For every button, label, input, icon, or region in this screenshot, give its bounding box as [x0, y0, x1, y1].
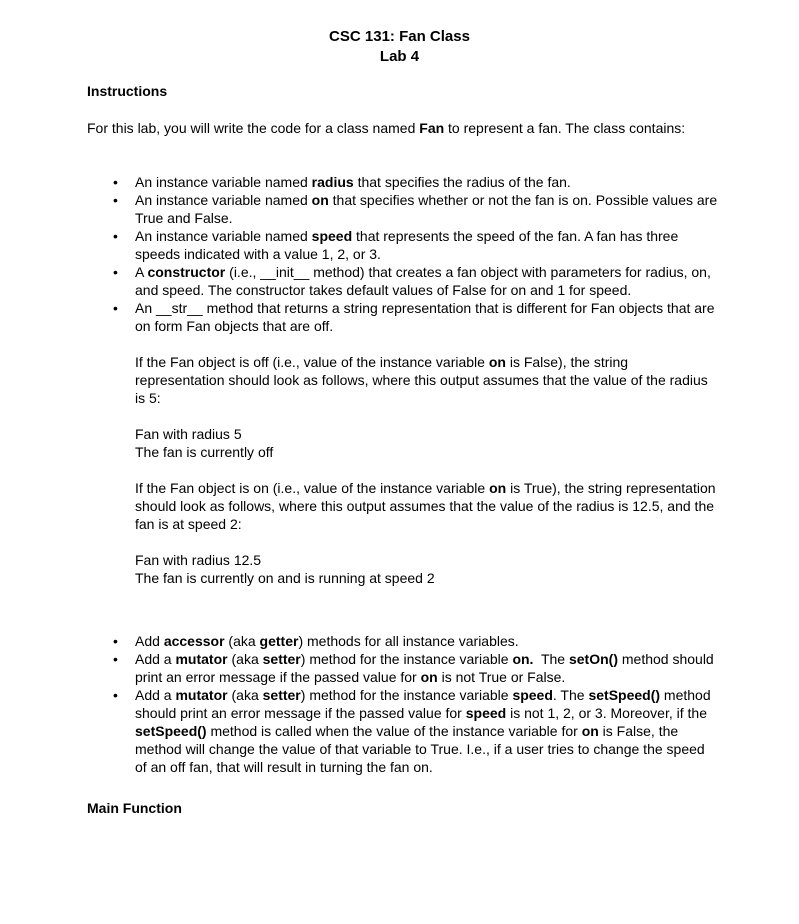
- bullet-icon: •: [113, 174, 118, 190]
- list-item-accessor: • Add accessor (aka getter) methods for all instance variables.: [113, 633, 519, 649]
- str-on-output-line1: Fan with radius 12.5: [135, 552, 262, 568]
- bullet-icon: •: [113, 300, 118, 316]
- main-function-heading: Main Function: [87, 800, 182, 816]
- intro-paragraph: For this lab, you will write the code for a class named Fan to represent a fan. The class contains:: [87, 120, 686, 136]
- bullet-icon: •: [113, 228, 118, 244]
- str-off-description: If the Fan object is off (i.e., value of the instance variable on is False), the string representation should look as follows, where this output assumes that the value of the radius is 5:: [135, 354, 708, 406]
- bullet-icon: •: [113, 192, 118, 208]
- list-item-mutator-speed: • Add a mutator (aka setter) method for the instance variable speed. The setSpeed() method should print an error message if the passed value for speed is not 1, 2, or 3. Moreover, if the setSpeed() method is called when the value of the instance variable for on is False, the method will change the value of that variable to True. I.e., if a user tries to change the speed of an off fan, that will result in turning the fan on.: [113, 687, 711, 775]
- list-item-on: • An instance variable named on that specifies whether or not the fan is on. Possible values are True and False.: [113, 192, 718, 226]
- doc-subtitle: Lab 4: [379, 48, 420, 65]
- list-item-str: • An __str__ method that returns a string representation that is different for Fan objects that are on form Fan objects that are off. If the Fan object is off (i.e., value of the instance variable on is False), the string representation should look as follows, where this output assumes that the value of the radius is 5: Fan with radius 5 The fan is currently off If the Fan object is on (i.e., value of the instance variable on is True), the string representation should look as follows, where this output assumes that the value of the radius is 12.5, and the fan is at speed 2: Fan with radius 12.5 The fan is currently on and is running at speed 2: [0, 299, 720, 587]
- str-on-output-line2: The fan is currently on and is running at speed 2: [135, 570, 435, 586]
- bullet-icon: •: [113, 264, 118, 280]
- str-on-description: If the Fan object is on (i.e., value of the instance variable on is True), the string representation should look as follows, where this output assumes that the value of the radius is 12.5, and the fan is at speed 2:: [135, 480, 716, 532]
- doc-title: CSC 131: Fan Class: [329, 28, 470, 45]
- bullet-icon: •: [113, 633, 118, 649]
- str-off-output-line1: Fan with radius 5: [135, 426, 242, 442]
- requirements-list: [0, 173, 799, 587]
- bullet-icon: •: [113, 651, 118, 667]
- instructions-heading: Instructions: [87, 83, 168, 99]
- bullet-icon: •: [113, 687, 118, 703]
- str-off-output-line2: The fan is currently off: [135, 444, 274, 460]
- list-item-radius: • An instance variable named radius that specifies the radius of the fan.: [113, 174, 571, 190]
- methods-list: [0, 632, 799, 776]
- list-item-speed: • An instance variable named speed that represents the speed of the fan. A fan has three speeds indicated with a value 1, 2, or 3.: [113, 228, 679, 262]
- list-item-constructor: • A constructor (i.e., __init__ method) that creates a fan object with parameters for radius, on, and speed. The constructor takes default values of False for on and 1 for speed.: [113, 264, 711, 298]
- list-item-mutator-on: • Add a mutator (aka setter) method for the instance variable on. The setOn() method should print an error message if the passed value for on is not True or False.: [113, 651, 714, 685]
